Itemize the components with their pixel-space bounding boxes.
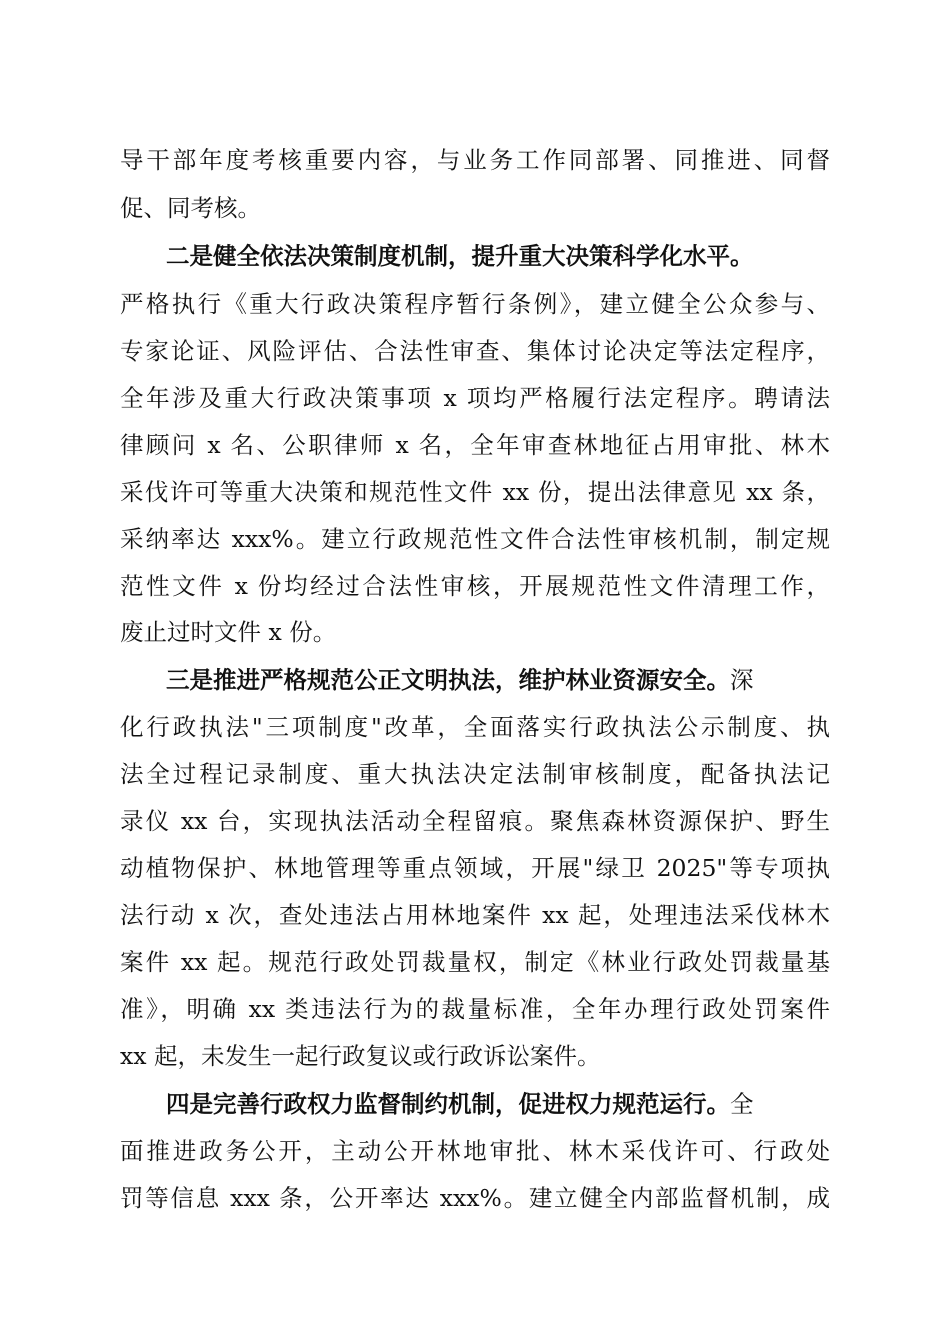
text-line: 法行动 x 次，查处违法占用林地案件 xx 起，处理违法采伐林木 [120,901,830,929]
text-line: 范性文件 x 份均经过合法性审核，开展规范性文件清理工作， [120,572,830,600]
text-line: 化行政执法"三项制度"改革，全面落实行政执法公示制度、执 [120,713,830,741]
section-heading: 四是完善行政权力监督制约机制，促进权力规范运行。 [166,1090,730,1118]
text-line: 法全过程记录制度、重大执法决定法制审核制度，配备执法记 [120,760,830,788]
text-line: 严格执行《重大行政决策程序暂行条例》，建立健全公众参与、 [120,290,830,318]
text-line: 动植物保护、林地管理等重点领域，开展"绿卫 2025"等专项执 [120,854,830,882]
text-line: 促、同考核。 [120,194,261,222]
text-line: 罚等信息 xxx 条，公开率达 xxx%。建立健全内部监督机制，成 [120,1184,830,1212]
text-line: 废止过时文件 x 份。 [120,618,337,646]
text-line: 专家论证、风险评估、合法性审查、集体讨论决定等法定程序， [120,337,830,365]
text-line: xx 起，未发生一起行政复议或行政诉讼案件。 [120,1042,601,1070]
text-line: 采伐许可等重大决策和规范性文件 xx 份，提出法律意见 xx 条， [120,478,830,506]
text-line: 采纳率达 xxx%。建立行政规范性文件合法性审核机制，制定规 [120,525,830,553]
section-heading-row [166,1084,806,1124]
text-line: 准》，明确 xx 类违法行为的裁量标准，全年办理行政处罚案件 [120,995,830,1023]
heading-tail: 深 [730,666,754,694]
section-heading-row [166,660,806,700]
text-line: 案件 xx 起。规范行政处罚裁量权，制定《林业行政处罚裁量基 [120,948,830,976]
section-heading: 三是推进严格规范公正文明执法，维护林业资源安全。 [166,666,730,694]
text-line: 面推进政务公开，主动公开林地审批、林木采伐许可、行政处 [120,1137,830,1165]
text-line: 全年涉及重大行政决策事项 x 项均严格履行法定程序。聘请法 [120,384,830,412]
text-line: 导干部年度考核重要内容，与业务工作同部署、同推进、同督 [120,146,830,174]
heading-tail: 全 [730,1090,754,1118]
text-line: 律顾问 x 名、公职律师 x 名，全年审查林地征占用审批、林木 [120,431,830,459]
text-line: 录仪 xx 台，实现执法活动全程留痕。聚焦森林资源保护、野生 [120,807,830,835]
section-heading: 二是健全依法决策制度机制，提升重大决策科学化水平。 [166,242,754,270]
